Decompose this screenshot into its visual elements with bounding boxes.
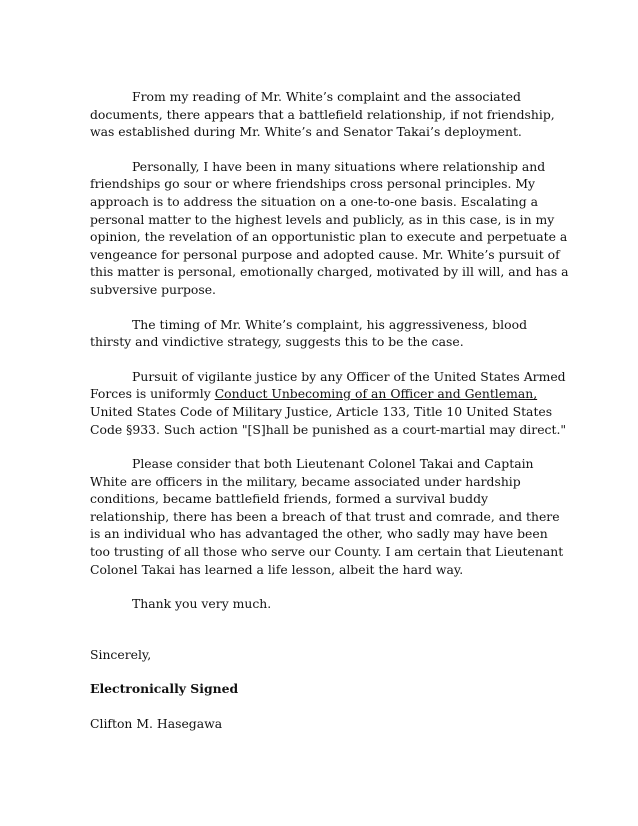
conduct-unbecoming-reference: Conduct Unbecoming of an Officer and Gentleman, bbox=[214, 386, 538, 402]
signer-name: Clifton M. Hasegawa bbox=[90, 716, 223, 732]
paragraph-timing: The timing of Mr. White’s complaint, his aggressiveness, blood thirsty and vindictive strategy, suggests this to be the case. bbox=[90, 316, 527, 350]
closing-salutation: Sincerely, bbox=[90, 646, 152, 662]
paragraph-consideration: Please consider that both Lieutenant Colonel Takai and Captain White are officers in the military, became associated under hardship conditions, became battlefield friends, formed a survival buddy relationship, there has been a breach of that trust and comrade, and there is an individual who has advantaged the other, who sadly may have been too trusting of all those who serve our County. I am certain that Lieutenant Colonel Takai has learned a life lesson, albeit the hard way. bbox=[90, 456, 564, 577]
military-code-text-start: Pursuit of vigilante justice by any Officer of the United States Armed Forces is uniformly bbox=[90, 368, 566, 402]
letter-body bbox=[90, 88, 570, 750]
paragraph-personal-view: Personally, I have been in many situations where relationship and friendships go sour or where friendships cross personal principles. My approach is to address the situation on a one-to-one basis. Escalating a personal matter to the highest levels and publicly, as in this case, is in my opinion, the revelation of an opportunistic plan to execute and perpetuate a vengeance for personal purpose and adopted cause. Mr. White’s pursuit of this matter is personal, emotionally charged, motivated by ill will, and has a subversive purpose. bbox=[90, 158, 569, 297]
military-code-text-end: United States Code of Military Justice, Article 133, Title 10 United States Code §933. Such action "[S]hall be punished as a court-martial may direct." bbox=[90, 403, 567, 437]
paragraph-military-code bbox=[90, 368, 570, 438]
closing-spacer bbox=[90, 630, 570, 646]
paragraph-complaint-reading: From my reading of Mr. White’s complaint and the associated documents, there appears that a battlefield relationship, if not friendship, was established during Mr. White’s and Senator Takai’s deployment. bbox=[90, 89, 555, 140]
paragraph-thanks: Thank you very much. bbox=[132, 596, 272, 612]
signature-line: Electronically Signed bbox=[90, 681, 239, 697]
